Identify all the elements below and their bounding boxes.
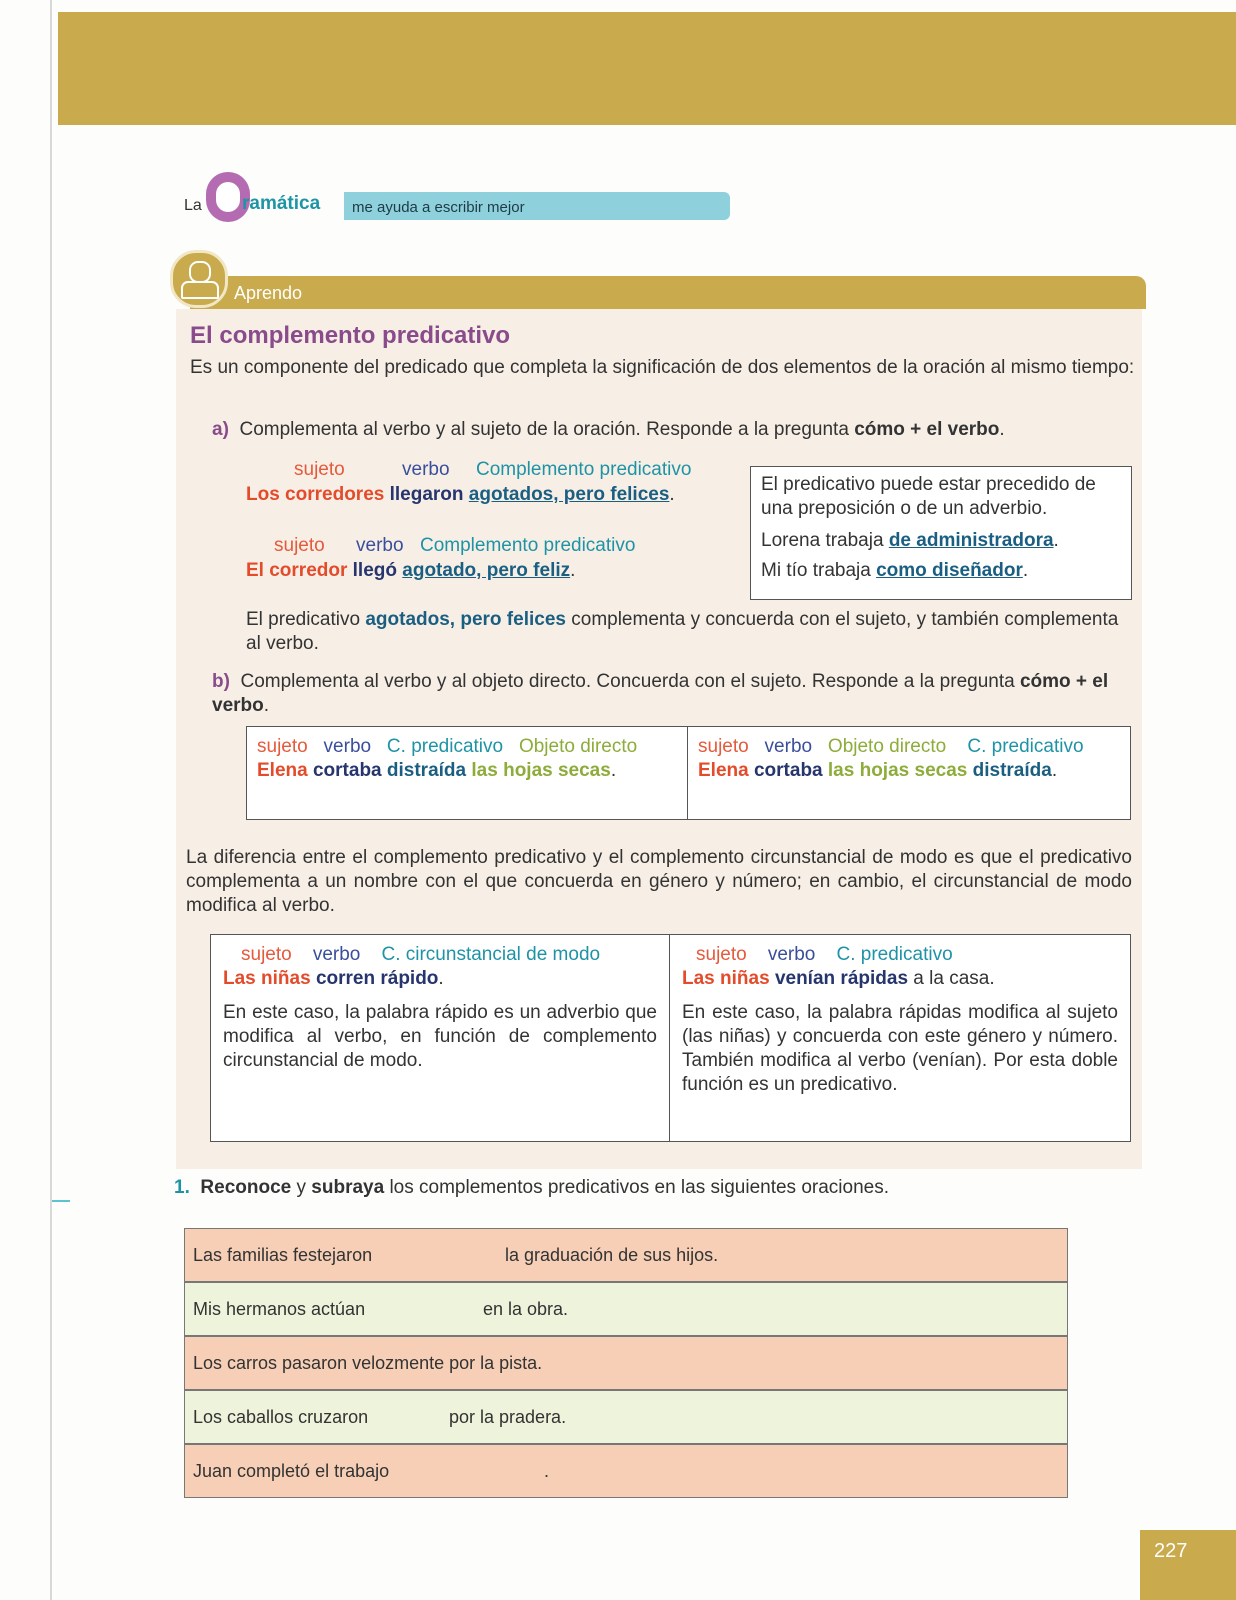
- cmp-left-c: rápido: [380, 968, 439, 989]
- cmp-left-end: .: [438, 968, 444, 989]
- intro-paragraph: Es un componente del predicado que completa la significación de dos elementos de la oración al mismo tiempo:: [190, 357, 1135, 378]
- row-left-text: Los carros pasaron velozmente por la pista.: [193, 1353, 543, 1373]
- b-left-l4: Objeto directo: [518, 736, 638, 757]
- explain-pre: El predicativo: [246, 609, 366, 630]
- explain-bold: agotados, pero felices: [365, 609, 566, 630]
- cmp-right-cell: [669, 934, 1131, 1142]
- cmp-left-cell: [210, 934, 670, 1142]
- cmp-right-l1: sujeto: [696, 944, 747, 965]
- point-a-letter: a): [212, 419, 229, 440]
- section-title: El complemento predicativo: [190, 322, 511, 349]
- cmp-right-end: a la casa.: [908, 968, 995, 989]
- ex2-label-verbo: [356, 534, 404, 558]
- ex1-verb: llegaron: [389, 484, 464, 505]
- point-a-explanation: [246, 608, 1136, 656]
- b-left-o: las hojas secas: [471, 760, 611, 781]
- difference-paragraph: La diferencia entre el complemento predicativo y el complemento circunstancial de modo es que el predicativo complementa a un nombre con el que concuerda en género y número; en cambio, el circunstancial de modo modifica al verbo.: [186, 847, 1132, 916]
- ex2-sujeto-label: sujeto: [274, 535, 325, 556]
- exercise-number: 1.: [174, 1177, 190, 1198]
- ex1-label-sujeto: [294, 458, 345, 482]
- b-right-o: las hojas secas: [827, 760, 968, 781]
- cmp-right-l3: C. predicativo: [836, 944, 953, 965]
- exercise-rest: los complementos predicativos en las siguientes oraciones.: [384, 1177, 889, 1198]
- cmp-right-desc: En este caso, la palabra rápidas modifica al sujeto (las niñas) y concuerda con este género y número. También modifica al verbo (venían). Por esta doble función es un predicativo.: [682, 1002, 1118, 1095]
- b-left-l1: sujeto: [257, 736, 308, 757]
- row-left-text: Los caballos cruzaron: [193, 1407, 369, 1427]
- b-right-c: distraída: [972, 760, 1052, 781]
- b-left-cell: [246, 726, 688, 820]
- b-left-s: Elena: [257, 760, 308, 781]
- cmp-left-l1: sujeto: [241, 944, 292, 965]
- b-left-sentence: [257, 759, 677, 783]
- b-left-end: .: [610, 760, 617, 781]
- note-ex2-bold: como diseñador: [876, 560, 1023, 581]
- exercise-mid: y: [291, 1177, 312, 1198]
- page-number: 227: [1154, 1540, 1188, 1562]
- b-right-labels: [698, 735, 1120, 759]
- cmp-right-l2: verbo: [767, 944, 816, 965]
- b-left-labels: [257, 735, 677, 759]
- aprendo-label: Aprendo: [234, 283, 303, 303]
- cmp-left-s: Las niñas: [223, 968, 311, 989]
- banner-tag: [344, 192, 730, 220]
- margin-mark: [52, 1200, 70, 1202]
- ex2-predicative: agotado, pero feliz: [402, 560, 571, 581]
- banner-tag-text: me ayuda a escribir mejor: [352, 199, 525, 216]
- ex2-verbo-label: verbo: [356, 535, 404, 556]
- note-ex2-pre: Mi tío trabaja: [761, 560, 877, 581]
- ex1-verbo-label: verbo: [402, 459, 450, 480]
- page-number-tab: [1140, 1530, 1236, 1600]
- reading-person-icon: [170, 250, 228, 308]
- cmp-right-sentence: [682, 967, 1118, 991]
- row-right-text: .: [544, 1461, 550, 1481]
- note-ex1-pre: Lorena trabaja: [761, 530, 889, 551]
- cmp-right-s: Las niñas: [682, 968, 770, 989]
- b-left-v: cortaba: [312, 760, 382, 781]
- note-box: [750, 466, 1132, 600]
- cmp-right-c: rápidas: [840, 968, 909, 989]
- cmp-right-v: venían: [774, 968, 836, 989]
- table-row: [184, 1282, 1068, 1336]
- cmp-left-sentence: [223, 967, 657, 991]
- row-right-text: la graduación de sus hijos.: [505, 1245, 719, 1265]
- ex2-label-cp: [420, 534, 635, 558]
- note-ex2: [761, 559, 1121, 583]
- ex2-end: .: [570, 560, 576, 581]
- ex1-cp-label: Complemento predicativo: [476, 459, 692, 480]
- ex2-sentence: [246, 559, 575, 583]
- row-right-text: por la pradera.: [449, 1407, 567, 1427]
- point-b-text: Complementa al verbo y al objeto directo. Concuerda con el sujeto. Responde a la pregunta: [240, 671, 1020, 692]
- page-edge-line: [50, 0, 52, 1600]
- point-b: [212, 670, 1142, 718]
- b-left-l3: C. predicativo: [386, 736, 504, 757]
- cmp-left-l3: C. circunstancial de modo: [381, 944, 601, 965]
- point-a-end: .: [999, 419, 1005, 440]
- header-band: [58, 12, 1236, 125]
- aprendo-bar: [190, 276, 1146, 309]
- banner-word: ramática: [242, 193, 321, 214]
- point-a: [212, 418, 1142, 442]
- exercise-b2: subraya: [311, 1177, 385, 1198]
- b-right-end: .: [1051, 760, 1058, 781]
- explain-post: complementa y concuerda con el sujeto, y también complementa al verbo.: [246, 609, 1119, 654]
- table-row: [184, 1390, 1068, 1444]
- b-right-l1: sujeto: [698, 736, 749, 757]
- b-left-c: distraída: [386, 760, 467, 781]
- note-ex1: [761, 529, 1121, 553]
- b-right-l2: verbo: [764, 736, 813, 757]
- ex1-sentence: [246, 483, 675, 507]
- row-left-text: Las familias festejaron: [193, 1245, 373, 1265]
- ex2-cp-label: Complemento predicativo: [420, 535, 636, 556]
- point-b-bold: cómo + el verbo: [212, 671, 1109, 716]
- cmp-left-v: corren: [315, 968, 376, 989]
- cmp-left-l2: verbo: [312, 944, 361, 965]
- point-b-end: .: [263, 695, 270, 716]
- exercise-instruction: [174, 1176, 1134, 1200]
- b-right-l3: Objeto directo: [827, 736, 947, 757]
- b-right-s: Elena: [698, 760, 749, 781]
- b-right-v: cortaba: [753, 760, 823, 781]
- note-ex2-end: .: [1022, 560, 1029, 581]
- ex1-label-verbo: [402, 458, 450, 482]
- cmp-left-labels: [223, 943, 657, 967]
- exercise-b1: Reconoce: [200, 1177, 292, 1198]
- row-right-text: en la obra.: [483, 1299, 569, 1319]
- table-row: [184, 1228, 1068, 1282]
- ex2-subject: El corredor: [246, 560, 348, 581]
- ex1-label-cp: [476, 458, 691, 482]
- note-ex1-bold: de administradora: [888, 530, 1054, 551]
- row-left-text: Juan completó el trabajo: [193, 1461, 390, 1481]
- note-ex1-end: .: [1053, 530, 1059, 551]
- point-a-text: Complementa al verbo y al sujeto de la oración. Responde a la pregunta: [239, 419, 855, 440]
- note-line1: El predicativo puede estar precedido de una preposición o de un adverbio.: [761, 474, 1096, 519]
- b-left-l2: verbo: [323, 736, 372, 757]
- banner-la: La: [184, 197, 202, 214]
- ex1-sujeto-label: sujeto: [294, 459, 345, 480]
- point-b-letter: b): [212, 671, 230, 692]
- ex1-end: .: [669, 484, 675, 505]
- ex2-verb: llegó: [352, 560, 397, 581]
- b-right-cell: [687, 726, 1131, 820]
- b-right-l4: C. predicativo: [967, 736, 1084, 757]
- ex1-subject: Los corredores: [246, 484, 385, 505]
- b-right-sentence: [698, 759, 1120, 783]
- row-left-text: Mis hermanos actúan: [193, 1299, 366, 1319]
- point-a-bold: cómo + el verbo: [854, 419, 1000, 440]
- table-row: [184, 1444, 1068, 1498]
- ex1-predicative: agotados, pero felices: [468, 484, 670, 505]
- ex2-label-sujeto: [274, 534, 325, 558]
- cmp-left-desc: En este caso, la palabra rápido es un adverbio que modifica al verbo, en función de complemento circunstancial de modo.: [223, 1002, 657, 1071]
- cmp-right-labels: [682, 943, 1118, 967]
- table-row: [184, 1336, 1068, 1390]
